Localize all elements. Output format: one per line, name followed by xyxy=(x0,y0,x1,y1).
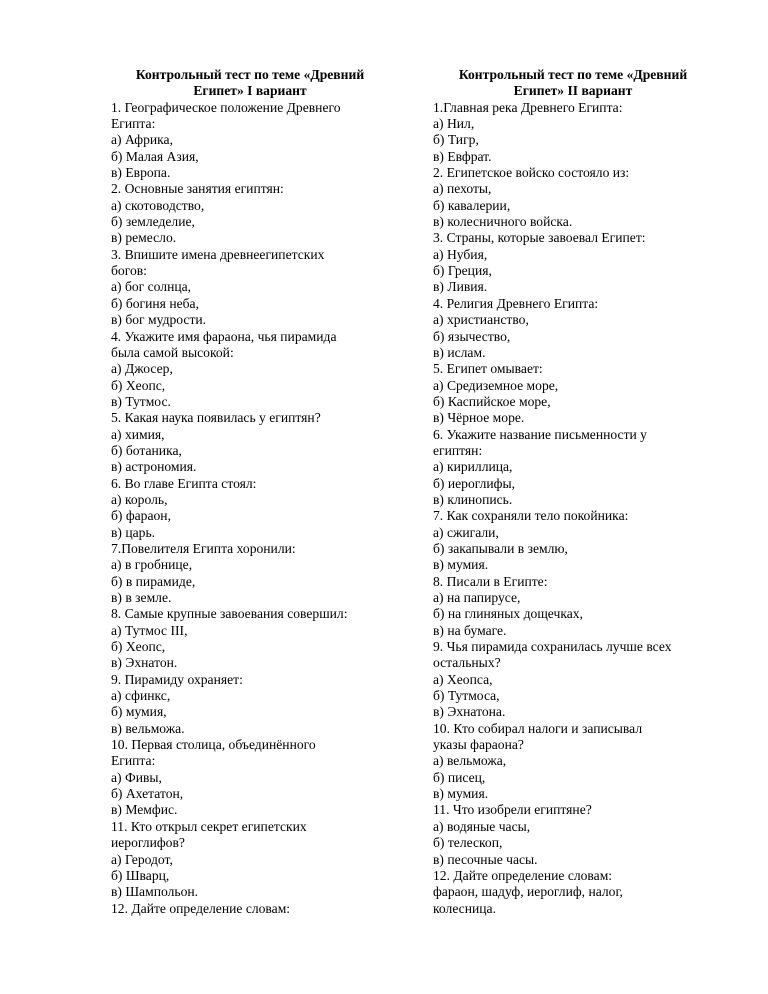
variant-2-column xyxy=(433,67,713,917)
test-line: б) Тутмоса, xyxy=(433,688,500,704)
test-line: в) мумия. xyxy=(433,557,489,573)
test-line: б) Ахетатон, xyxy=(111,786,184,802)
test-line: а) в гробнице, xyxy=(111,557,193,573)
test-line: 4. Религия Древнего Египта: xyxy=(433,295,599,311)
title-line: Контрольный тест по теме «Древний xyxy=(135,67,365,82)
test-line: б) язычество, xyxy=(433,328,511,344)
test-line: б) иероглифы, xyxy=(433,475,516,491)
test-line: 1.Главная река Древнего Египта: xyxy=(433,99,623,115)
test-line: 3. Впишите имена древнеегипетских xyxy=(111,246,325,262)
test-line: остальных? xyxy=(433,655,501,671)
test-line: 12. Дайте определение словам: xyxy=(433,867,613,883)
test-line: 8. Писали в Египте: xyxy=(433,573,548,589)
test-line: в) ислам. xyxy=(433,344,486,360)
test-line: в) бог мудрости. xyxy=(111,312,207,328)
test-line: была самой высокой: xyxy=(111,344,234,360)
test-line: а) скотоводство, xyxy=(111,197,205,213)
test-line: б) на глиняных дощечках, xyxy=(433,606,583,622)
test-line: б) телескоп, xyxy=(433,835,503,851)
test-line: 5. Египет омывает: xyxy=(433,361,543,377)
test-line: б) Хеопс, xyxy=(111,639,166,655)
test-line: а) на папирусе, xyxy=(433,590,521,605)
variant-1-questions xyxy=(111,100,389,917)
test-line: 9. Чья пирамида сохранилась лучше всех xyxy=(433,639,672,655)
test-line: в) Тутмос. xyxy=(111,393,171,409)
test-line: в) ремесло. xyxy=(111,230,177,246)
test-line: Египта: xyxy=(111,116,156,132)
variant-1-column xyxy=(111,67,389,917)
test-line: а) Африка, xyxy=(111,132,173,148)
test-line: 3. Страны, которые завоевал Египет: xyxy=(433,230,646,246)
test-line: 10. Первая столица, объединённого xyxy=(111,737,316,753)
test-line: в) Чёрное море. xyxy=(433,410,525,426)
test-line: а) христианство, xyxy=(433,312,529,328)
test-line: в) песочные часы. xyxy=(433,851,538,867)
test-line: б) кавалерии, xyxy=(433,197,511,213)
test-line: а) химия, xyxy=(111,426,165,442)
test-line: фараон, шадуф, иероглиф, налог, xyxy=(433,884,623,900)
test-line: а) Нил, xyxy=(433,116,475,132)
test-line: б) Тигр, xyxy=(433,132,479,148)
test-line: б) Шварц, xyxy=(111,867,170,883)
test-line: а) Джосер, xyxy=(111,361,173,377)
variant-2-title xyxy=(433,67,713,100)
test-line: б) Хеопс, xyxy=(111,377,166,393)
test-line: б) богиня неба, xyxy=(111,295,199,311)
test-line: а) кириллица, xyxy=(433,459,513,475)
test-line: а) Тутмос III, xyxy=(111,622,188,638)
test-line: а) сжигали, xyxy=(433,524,499,540)
test-line: 8. Самые крупные завоевания совершил: xyxy=(111,606,348,622)
test-line: в) Шампольон. xyxy=(111,884,199,900)
test-line: в) Мемфис. xyxy=(111,802,178,818)
test-line: 12. Дайте определение словам: xyxy=(111,900,291,916)
test-line: 7. Как сохраняли тело покойника: xyxy=(433,508,629,524)
test-line: в) Эхнатона. xyxy=(433,704,506,720)
test-line: в) астрономия. xyxy=(111,459,197,475)
test-line: в) в земле. xyxy=(111,590,172,605)
test-line: 5. Какая наука появилась у египтян? xyxy=(111,410,321,426)
test-line: в) Европа. xyxy=(111,165,171,181)
variant-2-questions xyxy=(433,100,713,917)
test-line: б) фараон, xyxy=(111,508,171,524)
variant-1-title xyxy=(111,67,389,100)
test-line: а) сфинкс, xyxy=(111,688,171,704)
test-line: а) Средиземное море, xyxy=(433,377,559,393)
test-line: а) Фивы, xyxy=(111,769,162,785)
title-line: Египет» II вариант xyxy=(513,83,633,99)
test-line: в) Евфрат. xyxy=(433,148,492,164)
test-line: 2. Египетское войско состояло из: xyxy=(433,165,630,181)
test-line: а) пехоты, xyxy=(433,181,492,197)
test-line: в) клинопись. xyxy=(433,491,513,507)
test-line: указы фараона? xyxy=(433,737,524,753)
test-line: 2. Основные занятия египтян: xyxy=(111,181,284,197)
test-line: б) писец, xyxy=(433,769,486,785)
test-line: 10. Кто собирал налоги и записывал xyxy=(433,720,643,736)
test-line: в) мумия. xyxy=(433,786,489,802)
test-line: Египта: xyxy=(111,753,156,769)
test-line: б) закапывали в землю, xyxy=(433,540,568,556)
test-line: египтян: xyxy=(433,442,483,458)
test-line: колесница. xyxy=(433,900,496,916)
test-line: а) Геродот, xyxy=(111,851,173,867)
test-line: в) колесничного войска. xyxy=(433,214,573,230)
test-line: а) водяные часы, xyxy=(433,818,531,834)
test-line: а) король, xyxy=(111,491,168,507)
test-line: в) Эхнатон. xyxy=(111,655,178,671)
test-line: 9. Пирамиду охраняет: xyxy=(111,671,243,687)
test-line: б) земледелие, xyxy=(111,214,195,230)
test-line: 11. Что изобрели египтяне? xyxy=(433,802,592,818)
test-line: а) Хеопса, xyxy=(433,671,493,687)
test-line: а) бог солнца, xyxy=(111,279,192,295)
test-line: б) в пирамиде, xyxy=(111,573,196,589)
title-line: Контрольный тест по теме «Древний xyxy=(458,67,688,82)
test-line: 11. Кто открыл секрет египетских xyxy=(111,818,307,834)
test-line: а) Нубия, xyxy=(433,246,488,262)
test-line: в) царь. xyxy=(111,524,156,540)
test-line: богов: xyxy=(111,263,147,279)
test-line: иероглифов? xyxy=(111,835,185,851)
test-line: б) мумия, xyxy=(111,704,167,720)
test-line: 4. Укажите имя фараона, чья пирамида xyxy=(111,328,337,344)
test-line: в) вельможа. xyxy=(111,720,185,736)
test-line: а) вельможа, xyxy=(433,753,507,769)
title-line: Египет» I вариант xyxy=(193,83,307,99)
test-line: в) Ливия. xyxy=(433,279,488,295)
test-line: б) ботаника, xyxy=(111,442,182,458)
test-line: 7.Повелителя Египта хоронили: xyxy=(111,540,296,556)
test-line: 1. Географическое положение Древнего xyxy=(111,99,341,115)
test-line: 6. Укажите название письменности у xyxy=(433,426,647,442)
test-line: б) Каспийское море, xyxy=(433,393,551,409)
test-line: в) на бумаге. xyxy=(433,622,507,638)
test-line: 6. Во главе Египта стоял: xyxy=(111,475,257,491)
test-line: б) Греция, xyxy=(433,263,492,279)
test-line: б) Малая Азия, xyxy=(111,148,199,164)
